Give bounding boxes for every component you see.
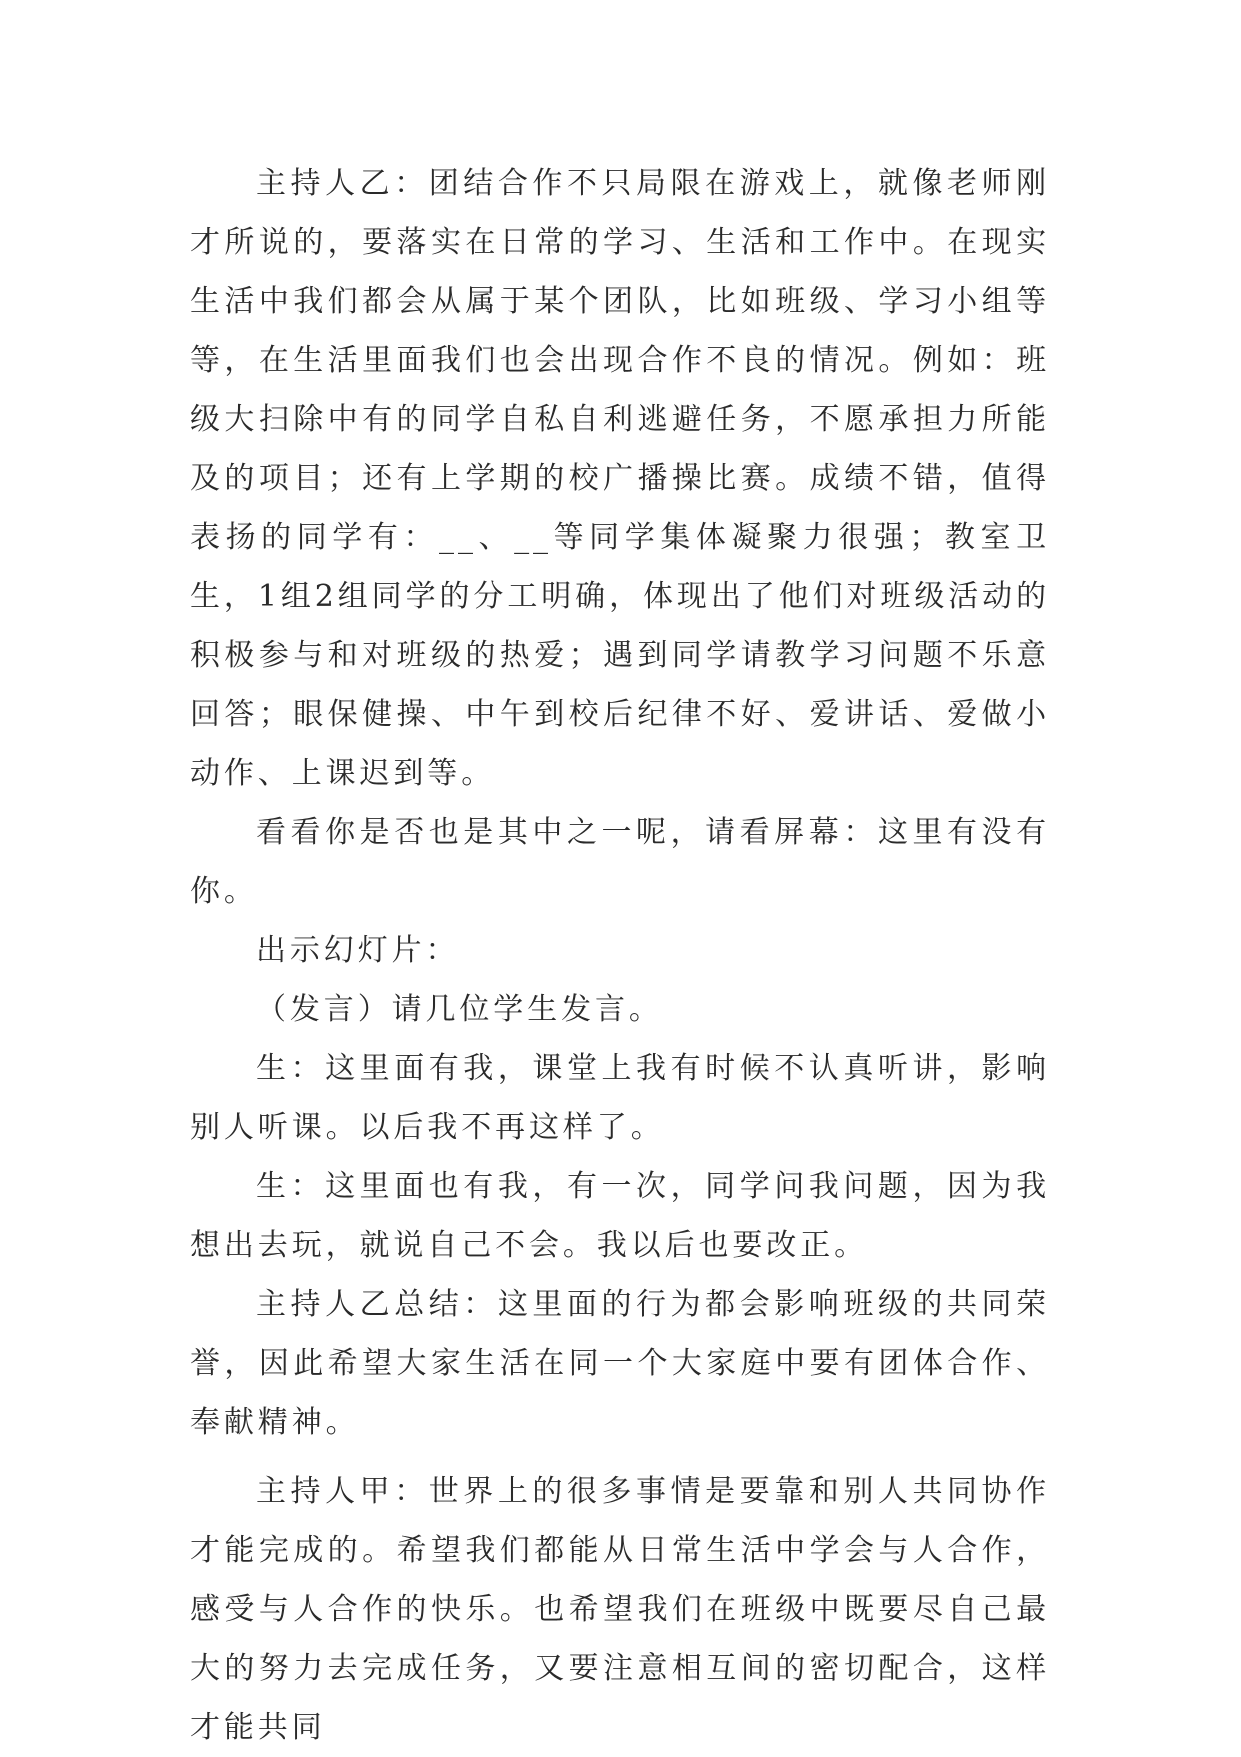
paragraph-show-slides: 出示幻灯片： (256, 933, 460, 968)
paragraph-host-b-intro: 主持人乙：团结合作不只局限在游戏上，就像老师刚才所说的，要落实在日常的学习、生活和工作中。在现实生活中我们都会从属于某个团队，比如班级、学习小组等等，在生活里面我们也会出现合作不良的情况。例如：班级大扫除中有的同学自私自利逃避任务，不愿承担力所能及的项目；还有上学期的校广播操比赛。成绩不错，值得表扬的同学有：__、__等同学集体凝聚力很强；教室卫生，1组2组同学的分工明确，体现出了他们对班级活动的积极参与和对班级的热爱；遇到同学请教学习问题不乐意回答；眼保健操、中午到校后纪律不好、爱讲话、爱做小动作、上课迟到等。 (190, 166, 1050, 791)
paragraph-look-screen: 看看你是否也是其中之一呢，请看屏幕：这里有没有你。 (190, 815, 1050, 909)
document-body (190, 154, 1050, 1757)
paragraph-student-speech: （发言）请几位学生发言。 (256, 992, 663, 1027)
paragraph-host-b-summary: 主持人乙总结：这里面的行为都会影响班级的共同荣誉，因此希望大家生活在同一个大家庭中要有团体合作、奉献精神。 (190, 1287, 1050, 1440)
paragraph-host-a: 主持人甲：世界上的很多事情是要靠和别人共同协作才能完成的。希望我们都能从日常生活中学会与人合作，感受与人合作的快乐。也希望我们在班级中既要尽自己最大的努力去完成任务，又要注意相互间的密切配合，这样才能共同 (190, 1474, 1050, 1745)
paragraph-student-2: 生：这里面也有我，有一次，同学问我问题，因为我想出去玩，就说自己不会。我以后也要改正。 (190, 1169, 1050, 1263)
paragraph-student-1: 生：这里面有我，课堂上我有时候不认真听讲，影响别人听课。以后我不再这样了。 (190, 1051, 1050, 1145)
